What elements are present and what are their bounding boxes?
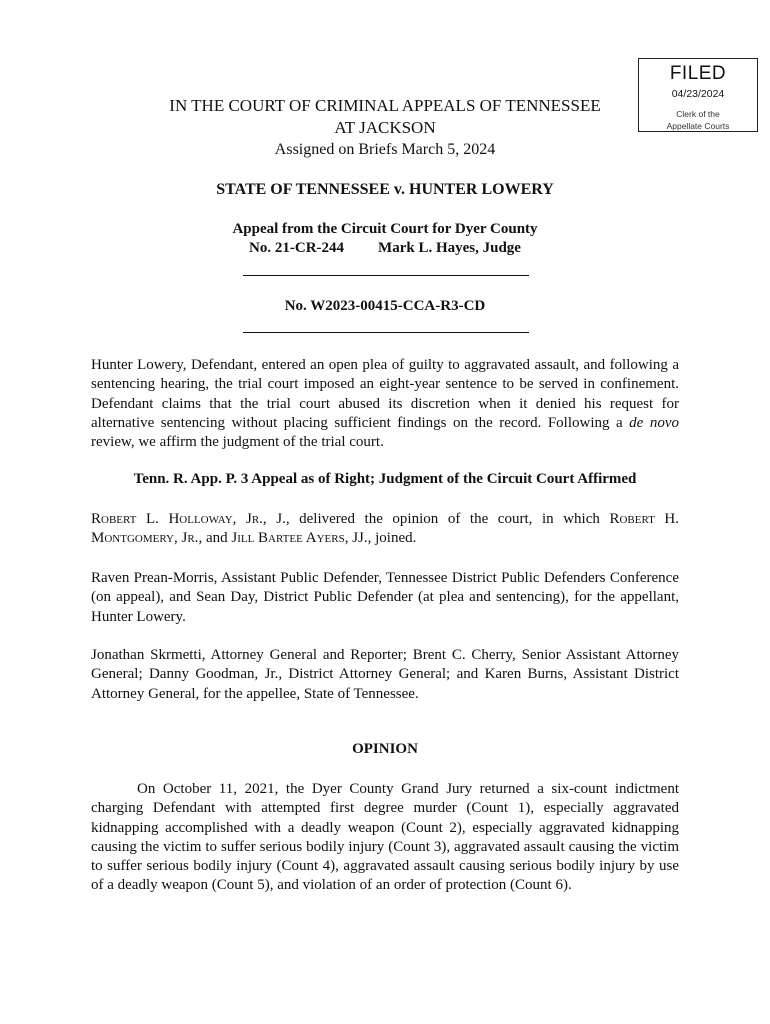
joining-judge-2: Jill Bartee Ayers, JJ. [231, 530, 368, 547]
assigned-date: Assigned on Briefs March 5, 2024 [274, 141, 496, 158]
trial-info [0, 239, 770, 258]
case-title: STATE OF TENNESSEE v. HUNTER LOWERY [216, 181, 554, 198]
joining-judge-1: Robert H. Montgomery, Jr. [91, 511, 679, 547]
defense-counsel: Raven Prean-Morris, Assistant Public Defender, Tennessee District Public Defenders Conference (on appeal), and Sean Day, District Public Defender (at plea and sentencing), for the appellant, Hunter Lowery. [91, 570, 679, 625]
state-counsel: Jonathan Skrmetti, Attorney General and Reporter; Brent C. Cherry, Senior Assistant Attorney General; Danny Goodman, Jr., District Attorney General; and Karen Burns, Assistant District Attorney General, for the appellee, State of Tennessee. [91, 647, 679, 702]
stamp-clerk-line: Clerk of the [676, 109, 720, 119]
opinion-paragraph: On October 11, 2021, the Dyer County Grand Jury returned a six-count indictment charging Defendant with attempted first degree murder (Count 1), especially aggravated kidnapping accomplished with a deadly weapon (Count 2), especially aggravated kidnapping causing the victim to suffer serious bodily injury (Count 3), aggravated assault causing the victim to suffer serious bodily injury (Count 4), aggravated assault causing serious bodily injury by use of a deadly weapon (Count 5), and violation of an order of protection (Count 6). [91, 781, 679, 894]
divider-bottom [243, 332, 529, 333]
stamp-title: FILED [669, 63, 727, 84]
stamp-date: 04/23/2024 [671, 88, 725, 100]
holding: Tenn. R. App. P. 3 Appeal as of Right; Judgment of the Circuit Court Affirmed [133, 471, 637, 487]
summary-italic: de novo [629, 414, 679, 431]
docket-number: No. W2023-00415-CCA-R3-CD [284, 298, 486, 314]
stamp-court-line: Appellate Courts [666, 121, 730, 131]
court-name [140, 95, 630, 139]
summary-text-a: Hunter Lowery, Defendant, entered an open plea of guilty to aggravated assault, and following a sentencing hearing, the trial court imposed an eight-year sentence to be served in confinement. Defendant claims that the trial court abused its discretion when it denied his request for alternative sentencing without placing sufficient findings on the record. Following a [91, 357, 679, 431]
filed-stamp [638, 58, 758, 132]
case-summary [91, 356, 679, 452]
appeal-from: Appeal from the Circuit Court for Dyer County [232, 221, 538, 237]
authors-text-mid: , delivered the opinion of the court, in which [285, 511, 610, 527]
authors-text-and: , and [198, 530, 232, 547]
trial-number: No. 21-CR-244 [249, 240, 345, 256]
court-name-line2: AT JACKSON [334, 118, 436, 137]
author-judge: Robert L. Holloway, Jr., J. [91, 511, 286, 527]
court-name-line1: IN THE COURT OF CRIMINAL APPEALS OF TENNESSEE [169, 96, 601, 115]
summary-text-b: review, we affirm the judgment of the trial court. [91, 434, 384, 451]
trial-judge: Mark L. Hayes, Judge [378, 240, 521, 256]
opinion-heading: OPINION [352, 741, 418, 757]
authoring-judges [91, 510, 679, 549]
authors-text-end: , joined. [367, 530, 417, 547]
divider-top [243, 275, 529, 276]
